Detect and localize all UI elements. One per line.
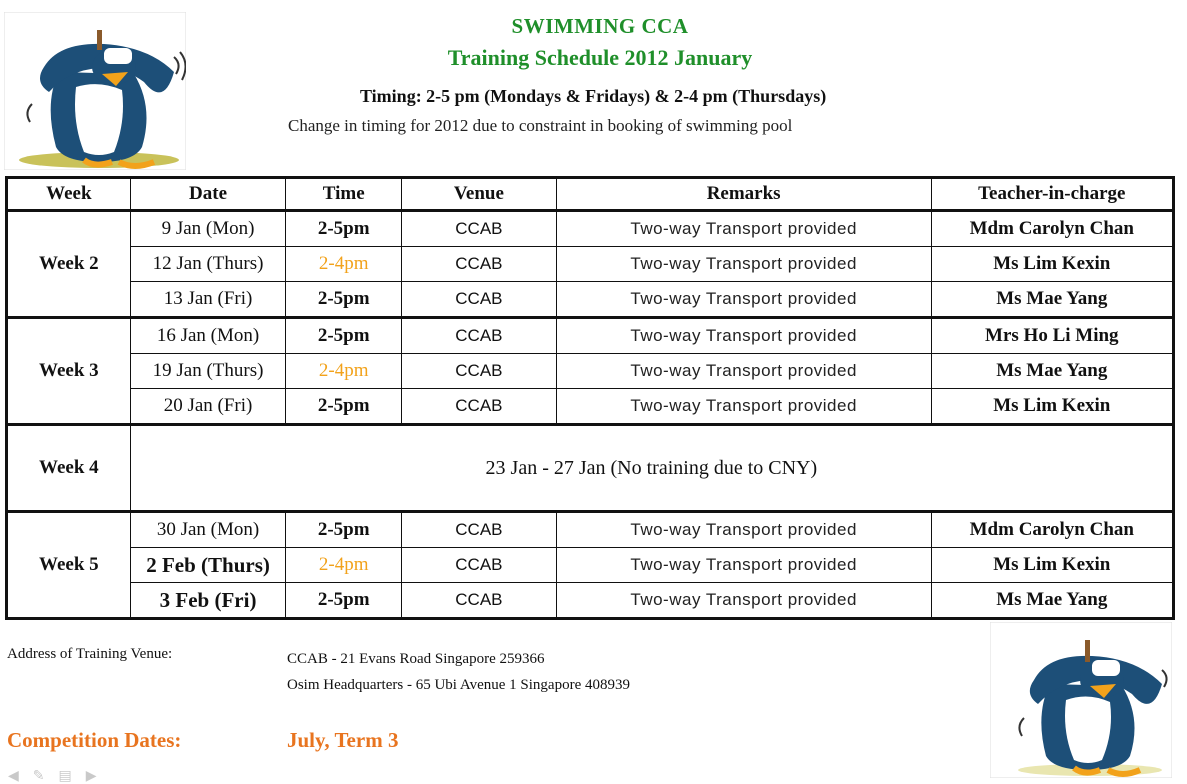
table-row (7, 389, 1174, 425)
teacher-cell: Ms Lim Kexin (931, 389, 1173, 425)
remarks-cell: Two-way Transport provided (556, 583, 931, 619)
remarks-cell: Two-way Transport provided (556, 211, 931, 247)
venue-cell: CCAB (402, 211, 557, 247)
remarks-cell: Two-way Transport provided (556, 318, 931, 354)
teacher-cell: Ms Mae Yang (931, 282, 1173, 318)
week-cell: Week 3 (7, 318, 131, 425)
venue-cell: CCAB (402, 282, 557, 318)
document-header (200, 14, 1000, 71)
time-cell: 2-5pm (286, 282, 402, 318)
address-label: Address of Training Venue: (7, 646, 173, 662)
table-row (7, 425, 1174, 512)
competition-dates-label: Competition Dates: (7, 728, 182, 752)
week-cell: Week 2 (7, 211, 131, 318)
timing-text: Timing: 2-5 pm (Mondays & Fridays) & 2-4 pm (Thursdays) (360, 86, 827, 106)
column-header-date: Date (130, 178, 286, 211)
timing-change-note: Change in timing for 2012 due to constraint in booking of swimming pool (288, 116, 793, 135)
time-cell: 2-4pm (286, 548, 402, 583)
venue-cell: CCAB (402, 354, 557, 389)
time-cell: 2-5pm (286, 389, 402, 425)
time-cell: 2-4pm (286, 354, 402, 389)
week-cell: Week 4 (7, 425, 131, 512)
penguin-mascot-icon (4, 12, 186, 170)
venue-cell: CCAB (402, 583, 557, 619)
column-header-remarks: Remarks (556, 178, 931, 211)
teacher-cell: Ms Mae Yang (931, 354, 1173, 389)
remarks-cell: Two-way Transport provided (556, 512, 931, 548)
teacher-cell: Ms Lim Kexin (931, 548, 1173, 583)
table-row (7, 354, 1174, 389)
remarks-cell: Two-way Transport provided (556, 282, 931, 318)
date-cell: 12 Jan (Thurs) (130, 247, 286, 282)
pencil-icon[interactable]: ✎ (32, 768, 45, 784)
table-row (7, 548, 1174, 583)
table-row (7, 211, 1174, 247)
table-row (7, 282, 1174, 318)
venue-cell: CCAB (402, 247, 557, 282)
venue-cell: CCAB (402, 512, 557, 548)
column-header-teacher: Teacher-in-charge (931, 178, 1173, 211)
date-cell: 16 Jan (Mon) (130, 318, 286, 354)
time-cell: 2-4pm (286, 247, 402, 282)
teacher-cell: Mdm Carolyn Chan (931, 512, 1173, 548)
time-cell: 2-5pm (286, 318, 402, 354)
table-row (7, 247, 1174, 282)
date-cell: 2 Feb (Thurs) (130, 548, 286, 583)
venue-cell: CCAB (402, 389, 557, 425)
time-cell: 2-5pm (286, 512, 402, 548)
remarks-cell: Two-way Transport provided (556, 354, 931, 389)
teacher-cell: Mdm Carolyn Chan (931, 211, 1173, 247)
column-header-week: Week (7, 178, 131, 211)
date-cell: 20 Jan (Fri) (130, 389, 286, 425)
venue-cell: CCAB (402, 318, 557, 354)
address-line-osim: Osim Headquarters - 65 Ubi Avenue 1 Singapore 408939 (287, 677, 630, 693)
table-row (7, 318, 1174, 354)
address-block (287, 646, 630, 698)
arrow-right-icon[interactable]: ▶ (85, 768, 97, 784)
penguin-mascot-icon (990, 622, 1172, 778)
time-cell: 2-5pm (286, 583, 402, 619)
arrow-left-icon[interactable]: ◀ (8, 768, 19, 784)
no-training-notice: 23 Jan - 27 Jan (No training due to CNY) (130, 425, 1173, 512)
date-cell: 30 Jan (Mon) (130, 512, 286, 548)
date-cell: 3 Feb (Fri) (130, 583, 286, 619)
remarks-cell: Two-way Transport provided (556, 389, 931, 425)
remarks-cell: Two-way Transport provided (556, 548, 931, 583)
time-cell: 2-5pm (286, 211, 402, 247)
table-row (7, 583, 1174, 619)
training-schedule-table (5, 176, 1175, 620)
column-header-time: Time (286, 178, 402, 211)
date-cell: 9 Jan (Mon) (130, 211, 286, 247)
teacher-cell: Ms Lim Kexin (931, 247, 1173, 282)
document-subtitle: Training Schedule 2012 January (447, 45, 753, 70)
menu-icon[interactable]: ▤ (58, 768, 72, 784)
teacher-cell: Ms Mae Yang (931, 583, 1173, 619)
remarks-cell: Two-way Transport provided (556, 247, 931, 282)
date-cell: 13 Jan (Fri) (130, 282, 286, 318)
venue-cell: CCAB (402, 548, 557, 583)
document-title: SWIMMING CCA (511, 14, 689, 38)
table-header-row (7, 178, 1174, 211)
week-cell: Week 5 (7, 512, 131, 619)
table-row (7, 512, 1174, 548)
address-line-ccab: CCAB - 21 Evans Road Singapore 259366 (287, 651, 545, 667)
teacher-cell: Mrs Ho Li Ming (931, 318, 1173, 354)
column-header-venue: Venue (402, 178, 557, 211)
competition-dates-value: July, Term 3 (287, 728, 399, 752)
date-cell: 19 Jan (Thurs) (130, 354, 286, 389)
